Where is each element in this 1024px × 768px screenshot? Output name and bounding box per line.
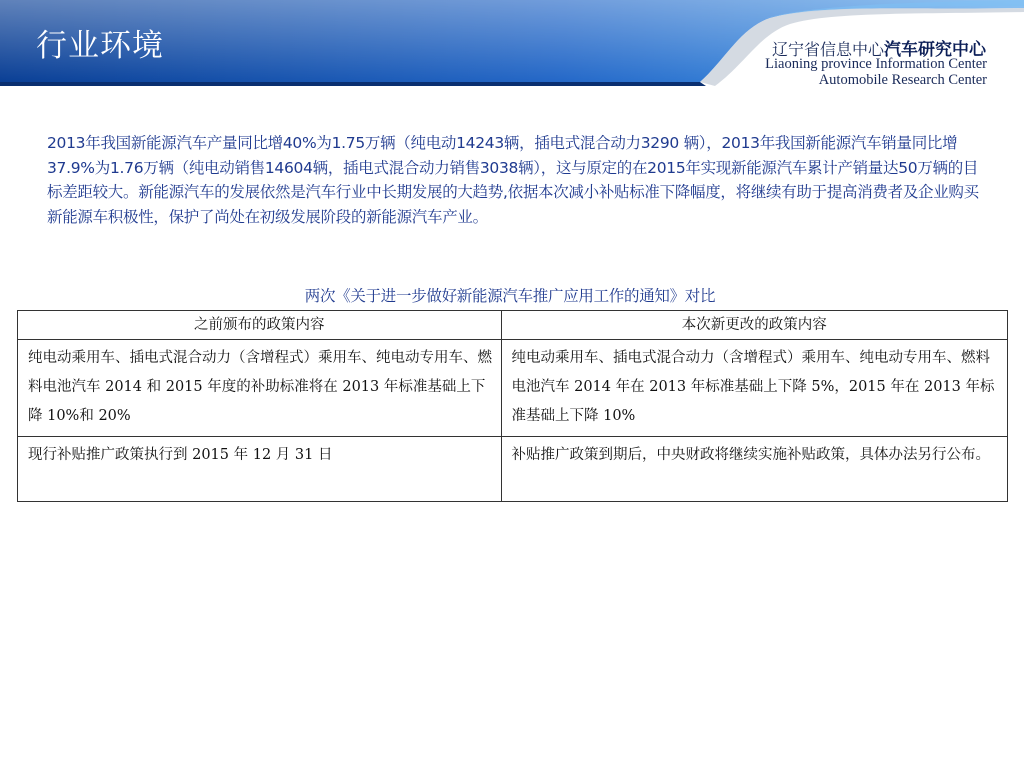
table-cell: 补贴推广政策到期后，中央财政将继续实施补贴政策，具体办法另行公布。 — [501, 437, 1008, 502]
logo-cn-regular: 辽宁省信息中心 — [771, 40, 884, 59]
table-caption-text: 两次《关于进一步做好新能源汽车推广应用工作的通知》对比 — [304, 287, 716, 305]
table-cell: 纯电动乘用车、插电式混合动力（含增程式）乘用车、纯电动专用车、燃料电池汽车 2014 年在 2013 年标准基础上下降 5%，2015 年在 2013 年标准基础上下降 10% — [501, 340, 1008, 437]
table-header-previous-policy: 之前颁布的政策内容 — [18, 311, 502, 340]
table-header-new-policy: 本次新更改的政策内容 — [501, 311, 1008, 340]
body-paragraph: 2013年我国新能源汽车产量同比增40%为1.75万辆（纯电动14243辆，插电式混合动力3290 辆），2013年我国新能源汽车销量同比增37.9%为1.76万辆（纯电动销售14604辆，插电式混合动力销售3038辆），这与原定的在2015年实现新能源汽车累计产销量达50万辆的目标差距较大。新能源汽车的发展依然是汽车行业中长期发展的大趋势,依据本次减小补贴标准下降幅度，将继续有助于提高消费者及企业购买新能源车积极性，保护了尚处在初级发展阶段的新能源汽车产业。 — [47, 134, 979, 226]
policy-comparison-table — [17, 310, 1008, 502]
organization-logo-english-line1: Liaoning province Information Center — [765, 56, 987, 72]
header-banner — [0, 0, 1024, 100]
table-row — [18, 437, 1008, 502]
logo-cn-bold: 汽车研究中心 — [884, 40, 986, 60]
organization-logo-english-line2: Automobile Research Center — [818, 72, 987, 88]
page-title: 行业环境 — [36, 28, 164, 64]
table-cell: 纯电动乘用车、插电式混合动力（含增程式）乘用车、纯电动专用车、燃料电池汽车 2014 和 2015 年度的补助标准将在 2013 年标准基础上下降 10%和 20% — [18, 340, 502, 437]
table-caption — [0, 284, 1024, 306]
table-cell: 现行补贴推广政策执行到 2015 年 12 月 31 日 — [18, 437, 502, 502]
table-header-row — [18, 311, 1008, 340]
table-row — [18, 340, 1008, 437]
